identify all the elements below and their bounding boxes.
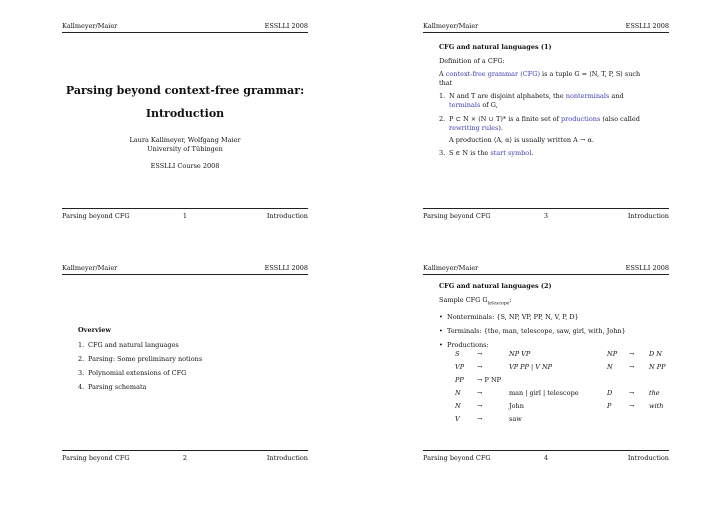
rule-cell: → bbox=[477, 402, 483, 410]
rule-cell: → bbox=[629, 350, 635, 358]
footer-title: Parsing beyond CFG bbox=[423, 212, 491, 220]
slide-title: Overview bbox=[78, 326, 111, 334]
page-number: 2 bbox=[182, 454, 188, 462]
footer-section: Introduction bbox=[627, 212, 669, 220]
slide-title: CFG and natural languages (1) bbox=[439, 43, 552, 51]
definition-label: Definition of a CFG: bbox=[439, 57, 505, 66]
list-item: 3. S ∈ N is the start symbol. bbox=[439, 148, 534, 157]
rule-cell: N bbox=[455, 402, 461, 410]
rule-cell: VP PP | V NP bbox=[509, 363, 553, 371]
rule-cell: NP bbox=[607, 350, 618, 358]
page-number: 1 bbox=[182, 212, 188, 220]
page-number: 4 bbox=[543, 454, 549, 462]
authors: Laura Kallmeyer, Wolfgang Maier bbox=[129, 135, 241, 144]
footer-section: Introduction bbox=[627, 454, 669, 462]
rule-cell: → P NP bbox=[477, 376, 502, 384]
slide-footer bbox=[423, 208, 669, 221]
footer-title: Parsing beyond CFG bbox=[62, 454, 130, 462]
rule-cell: → bbox=[629, 402, 635, 410]
header-event: ESSLLI 2008 bbox=[625, 264, 669, 272]
footer-section: Introduction bbox=[266, 454, 308, 462]
rule-cell: → bbox=[477, 363, 483, 371]
list-item: 4. Parsing schemata bbox=[78, 383, 147, 392]
rule-cell: → bbox=[477, 350, 483, 358]
rule-cell: NP VP bbox=[509, 350, 531, 358]
list-item: 1. CFG and natural languages bbox=[78, 341, 179, 350]
rule-cell: N PP bbox=[649, 363, 666, 371]
slide-title: Parsing beyond context-free grammar: bbox=[65, 84, 305, 97]
slide-subtitle: Introduction bbox=[145, 107, 225, 121]
rule-cell: → bbox=[477, 415, 483, 423]
rule-cell: N bbox=[455, 389, 461, 397]
header-event: ESSLLI 2008 bbox=[625, 22, 669, 30]
course: ESSLLI Course 2008 bbox=[150, 161, 220, 170]
slide-4 bbox=[423, 262, 669, 462]
header-author: Kallmeyer/Maier bbox=[62, 22, 118, 30]
rule-cell: man | girl | telescope bbox=[509, 389, 579, 397]
list-item: 3. Polynomial extensions of CFG bbox=[78, 369, 187, 378]
slide-header bbox=[423, 20, 669, 33]
rule-cell: John bbox=[509, 402, 524, 410]
slide-footer bbox=[62, 208, 308, 221]
header-author: Kallmeyer/Maier bbox=[423, 22, 479, 30]
footer-title: Parsing beyond CFG bbox=[62, 212, 130, 220]
footer-title: Parsing beyond CFG bbox=[423, 454, 491, 462]
slide-header bbox=[62, 262, 308, 275]
slide-title: CFG and natural languages (2) bbox=[439, 282, 552, 290]
rule-cell: P bbox=[607, 402, 612, 410]
affiliation: University of Tübingen bbox=[147, 144, 223, 153]
rule-cell: V bbox=[455, 415, 460, 423]
sample-label: Sample CFG $G_{telescope}$: bbox=[439, 296, 512, 307]
slide-footer bbox=[423, 450, 669, 463]
rule-cell: D bbox=[607, 389, 613, 397]
slide-header bbox=[423, 262, 669, 275]
page-number: 3 bbox=[543, 212, 549, 220]
list-item: • Nonterminals: {S, NP, VP, PP, N, V, P, D} bbox=[439, 312, 579, 321]
slide-footer bbox=[62, 450, 308, 463]
header-event: ESSLLI 2008 bbox=[264, 264, 308, 272]
productions-table bbox=[455, 350, 669, 450]
list-item: 2. P ⊂ N × (N ∪ T)* is a finite set of productions (also called rewriting rules). A production ⟨A, α⟩ is usually written A → α. bbox=[439, 114, 640, 144]
list-item: • Terminals: {the, man, telescope, saw, girl, with, John} bbox=[439, 326, 626, 335]
list-item: 1. N and T are disjoint alphabets, the nonterminals and terminals of G, bbox=[439, 92, 624, 110]
slide-header bbox=[62, 20, 308, 33]
header-author: Kallmeyer/Maier bbox=[62, 264, 118, 272]
footer-section: Introduction bbox=[266, 212, 308, 220]
header-author: Kallmeyer/Maier bbox=[423, 264, 479, 272]
rule-cell: → bbox=[477, 389, 483, 397]
rule-cell: → bbox=[629, 389, 635, 397]
slide-1 bbox=[62, 20, 308, 220]
rule-cell: PP bbox=[455, 376, 464, 384]
list-item: • Productions: bbox=[439, 340, 489, 349]
rule-cell: D N bbox=[649, 350, 662, 358]
header-event: ESSLLI 2008 bbox=[264, 22, 308, 30]
list-item: 2. Parsing: Some preliminary notions bbox=[78, 355, 203, 364]
definition-text: A context-free grammar (CFG) is a tuple G = ⟨N, T, P, S⟩ such that bbox=[439, 70, 641, 88]
rule-cell: → bbox=[629, 363, 635, 371]
rule-cell: saw bbox=[509, 415, 522, 423]
slide-2 bbox=[62, 262, 308, 462]
rule-cell: with bbox=[649, 402, 664, 410]
rule-cell: VP bbox=[455, 363, 465, 371]
rule-cell: N bbox=[607, 363, 613, 371]
rule-cell: the bbox=[649, 389, 660, 397]
slide-3 bbox=[423, 20, 669, 220]
rule-cell: S bbox=[455, 350, 460, 358]
